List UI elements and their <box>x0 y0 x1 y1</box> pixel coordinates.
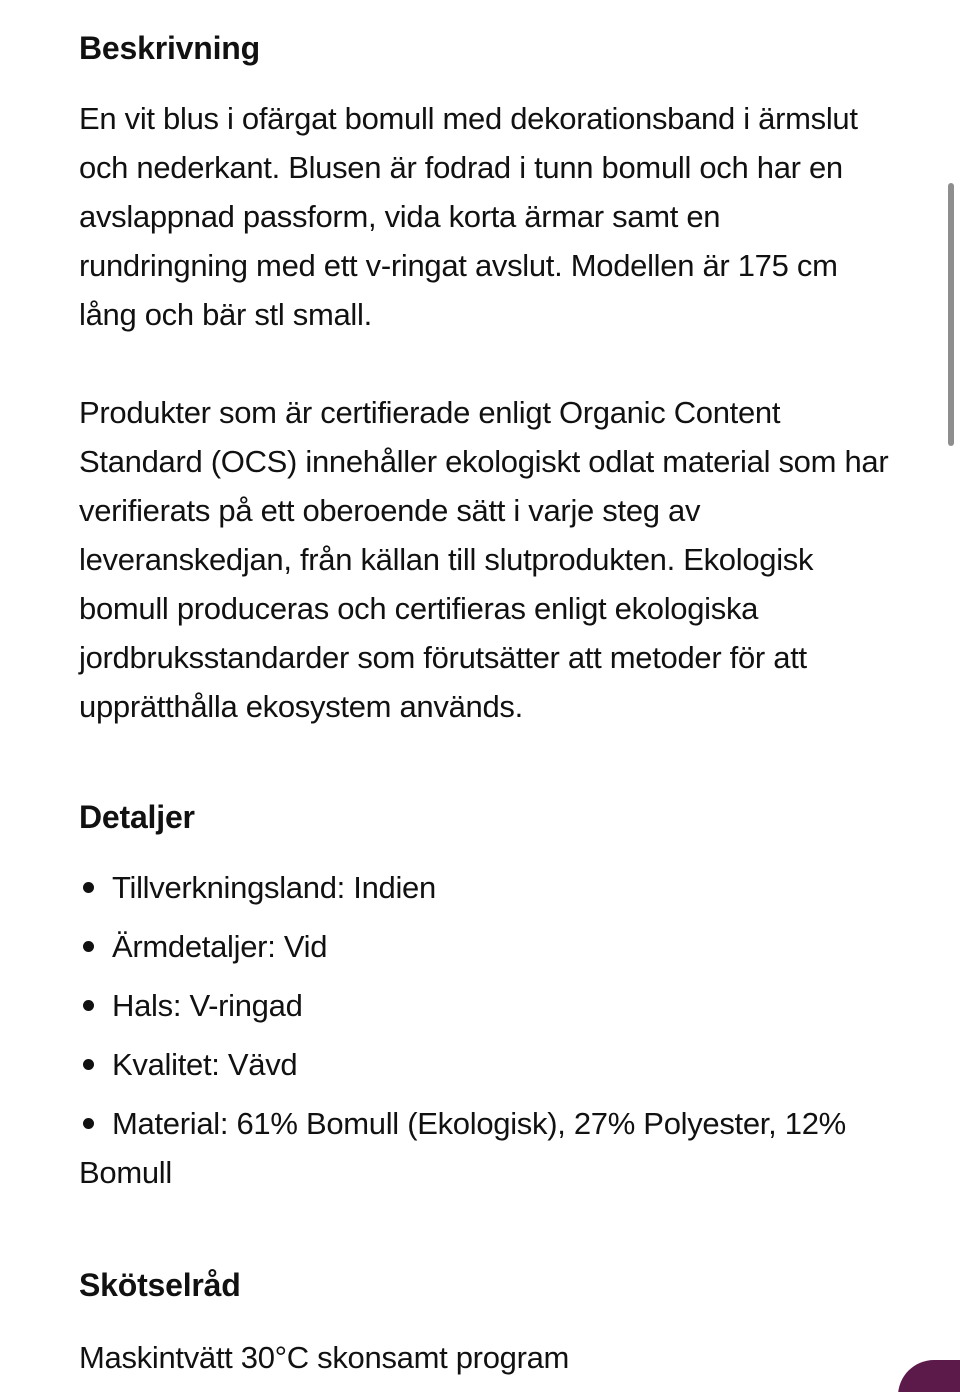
bullet-icon <box>83 1118 94 1129</box>
details-item-country <box>79 863 889 912</box>
vertical-scrollbar[interactable] <box>948 183 954 446</box>
details-item-label: Kvalitet: Vävd <box>112 1047 298 1082</box>
bullet-icon <box>83 1000 94 1011</box>
description-paragraph: En vit blus i ofärgat bomull med dekorationsband i ärmslut och nederkant. Blusen är fodrad i tunn bomull och har en avslappnad passform, vida korta ärmar samt en rundringning med ett v-ringat avslut. Modellen är 175 cm lång och bär stl small. <box>79 101 858 332</box>
product-description-section <box>79 28 889 1382</box>
details-item-material <box>79 1099 889 1197</box>
bullet-icon <box>83 882 94 893</box>
details-item-neck <box>79 981 889 1030</box>
care-heading: Skötselråd <box>79 1267 241 1303</box>
details-list <box>79 863 889 1197</box>
floating-action-button[interactable] <box>898 1360 960 1392</box>
details-item-label: Hals: V-ringad <box>112 988 303 1023</box>
details-item-sleeve <box>79 922 889 971</box>
details-heading: Detaljer <box>79 799 195 835</box>
care-text: Maskintvätt 30°C skonsamt program <box>79 1340 570 1375</box>
details-item-label: Material: 61% Bomull (Ekologisk), 27% Polyester, 12% Bomull <box>79 1106 846 1190</box>
details-item-label: Tillverkningsland: Indien <box>112 870 436 905</box>
description-heading: Beskrivning <box>79 30 260 66</box>
details-item-label: Ärmdetaljer: Vid <box>112 929 328 964</box>
bullet-icon <box>83 941 94 952</box>
certification-paragraph: Produkter som är certifierade enligt Organic Content Standard (OCS) innehåller ekologiskt odlat material som har verifierats på ett oberoende sätt i varje steg av leveranskedjan, från källan till slutprodukten. Ekologisk bomull produceras och certifieras enligt ekologiska jordbruksstandarder som förutsätter att metoder för att upprätthålla ekosystem används. <box>79 395 889 724</box>
details-item-quality <box>79 1040 889 1089</box>
bullet-icon <box>83 1059 94 1070</box>
